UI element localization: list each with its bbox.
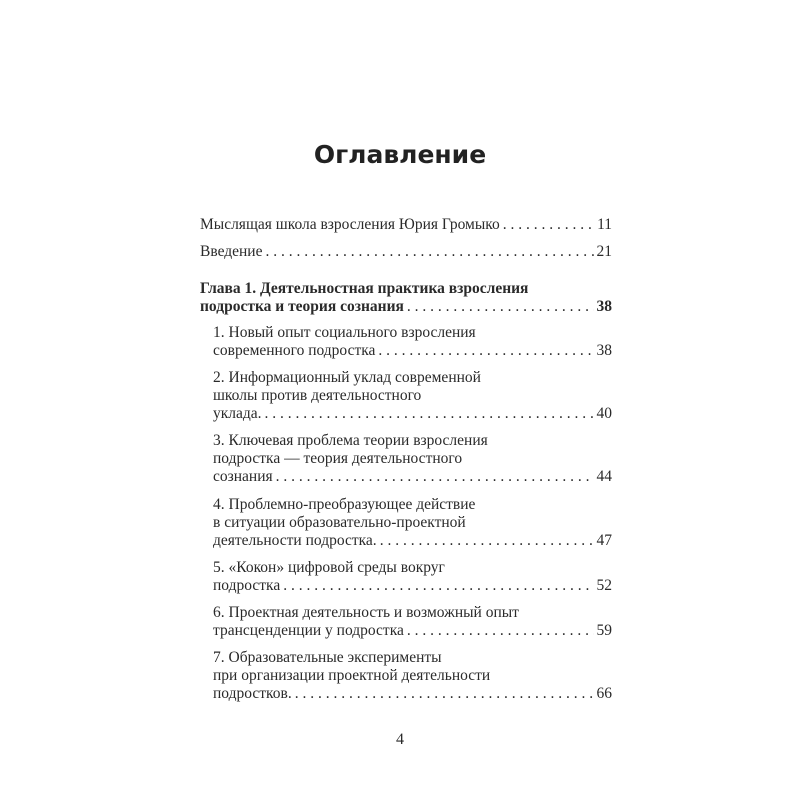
toc-entry [200, 216, 612, 234]
entry-text: 6. Проектная деятельность и возможный опыт [213, 604, 519, 621]
toc-entry [213, 496, 612, 550]
page-number: 4 [396, 731, 404, 748]
entry-text: 2. Информационный уклад современной [213, 369, 481, 386]
entry-text: 5. «Кокон» цифровой среды вокруг [213, 559, 445, 576]
entry-page: 38 [596, 298, 612, 315]
entry-text: 4. Проблемно-преобразующее действие [213, 496, 476, 513]
dot-leader [265, 243, 593, 261]
entry-text: подростка — теория деятельностного [213, 450, 463, 467]
entry-text: 3. Ключевая проблема теории взросления [213, 432, 488, 449]
entry-text: 1. Новый опыт социального взросления [213, 324, 476, 341]
entry-text: деятельности подростка. [213, 532, 377, 549]
entry-page: 66 [596, 685, 612, 702]
entry-text: трансценденции у подростка [213, 622, 404, 639]
dot-leader [295, 685, 594, 703]
toc-entry [200, 280, 612, 316]
page-title: Оглавление [313, 140, 487, 169]
entry-text: современного подростка [213, 342, 376, 359]
entry-page: 44 [596, 468, 612, 485]
toc-entry [213, 432, 612, 486]
toc-entry [213, 324, 612, 360]
toc-entry [200, 243, 612, 261]
dot-leader [503, 216, 594, 234]
entry-page: 59 [596, 622, 612, 639]
entry-page: 52 [596, 577, 612, 594]
dot-leader [407, 298, 594, 316]
entry-page: 21 [596, 243, 612, 260]
entry-page: 40 [596, 405, 612, 422]
entry-text: подростка и теория сознания [200, 298, 404, 315]
entry-text: подростка [213, 577, 281, 594]
toc-entry [213, 559, 612, 595]
dot-leader [407, 622, 594, 640]
entry-text: Введение [200, 243, 263, 260]
entry-page: 47 [596, 532, 612, 549]
entry-text: сознания [213, 468, 273, 485]
entry-text: при организации проектной деятельности [213, 667, 491, 684]
dot-leader [283, 577, 593, 595]
toc-entry [213, 369, 612, 423]
entry-text: 7. Образовательные эксперименты [213, 649, 442, 666]
dot-leader [276, 468, 594, 486]
entry-text: в ситуации образовательно-проектной [213, 514, 466, 531]
dot-leader [380, 532, 594, 550]
toc-entry [213, 604, 612, 640]
entry-text: школы против деятельностного [213, 387, 422, 404]
entry-text: Мыслящая школа взросления Юрия Громыко [200, 216, 500, 233]
entry-text: подростков. [213, 685, 292, 702]
entry-page: 38 [596, 342, 612, 359]
entry-text: Глава 1. Деятельностная практика взросления [200, 280, 529, 297]
entry-page: 11 [597, 216, 612, 233]
dot-leader [265, 405, 594, 423]
toc-entry [213, 649, 612, 703]
dot-leader [378, 342, 593, 360]
entry-text: уклада. [213, 405, 262, 422]
